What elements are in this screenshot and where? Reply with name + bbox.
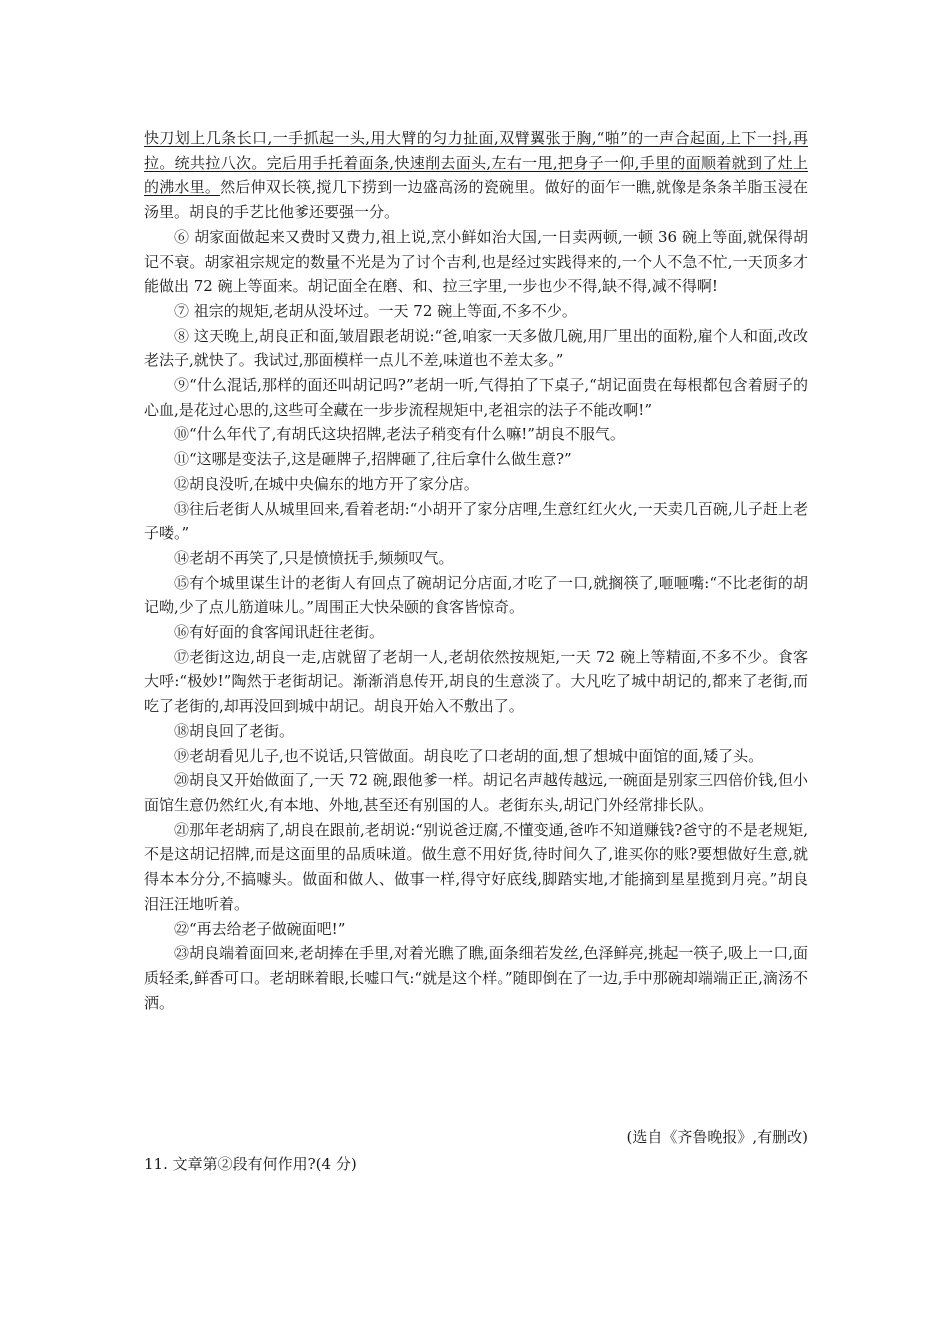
paragraph-7: ⑦ 祖宗的规矩,老胡从没坏过。一天 72 碗上等面,不多不少。: [174, 301, 577, 320]
paragraph-22: ㉒“再去给老子做碗面吧!”: [174, 919, 346, 938]
paragraph-12: ⑫胡良没听,在城中央偏东的地方开了家分店。: [174, 474, 479, 493]
paragraph-15: ⑮有个城里谋生计的老街人有回点了碗胡记分店面,才吃了一口,就搁筷了,咂咂嘴:“不比老街的胡记呦,少了点儿筋道味儿。”周围正大快朵颐的食客皆惊奇。: [144, 573, 808, 617]
question-11: 11. 文章第②段有何作用?(4 分): [144, 1155, 357, 1173]
paragraph-14: ⑭老胡不再笑了,只是愤愤抚手,频频叹气。: [174, 548, 454, 567]
paragraph-13: ⑬往后老街人从城里回来,看着老胡:“小胡开了家分店哩,生意红红火火,一天卖几百碗,儿子赶上老子喽。”: [144, 499, 808, 543]
paragraph-text: 然后伸双长筷,搅几下捞到一边盛高汤的瓷碗里。做好的面乍一瞧,就像是条条羊脂玉浸在汤里。胡良的手艺比他爹还要强一分。: [144, 178, 808, 222]
source-citation: (选自《齐鲁晚报》,有删改): [626, 1128, 808, 1146]
paragraph-21: ㉑那年老胡病了,胡良在跟前,老胡说:“别说爸迂腐,不懂变通,爸咋不知道赚钱?爸守的不是老规矩,不是这胡记招牌,而是这面里的品质味道。做生意不用好货,待时间久了,谁买你的账?要想做好生意,就得本本分分,不搞噱头。做面和做人、做事一样,得守好底线,脚踏实地,才能摘到星星揽到月亮。”胡良泪汪汪地听着。: [144, 820, 808, 913]
paragraph-19: ⑲老胡看见儿子,也不说话,只管做面。胡良吃了口老胡的面,想了想城中面馆的面,矮了头。: [174, 746, 764, 765]
paragraph-6: ⑥ 胡家面做起来又费时又费力,祖上说,烹小鲜如治大国,一日卖两顿,一顿 36 碗上等面,就保得胡记不衰。胡家祖宗规定的数量不光是为了讨个吉利,也是经过实践得来的,一个人不急不忙,一天顶多才能做出 72 碗上等面来。胡记面全在磨、和、拉三字里,一步也少不得,缺不得,减不得啊!: [144, 227, 808, 296]
paragraph-23: ㉓胡良端着面回来,老胡捧在手里,对着光瞧了瞧,面条细若发丝,色泽鲜亮,挑起一筷子,吸上一口,面质轻柔,鲜香可口。老胡眯着眼,长嘘口气:“就是这个样。”随即倒在了一边,手中那碗却端端正正,滴汤不洒。: [144, 944, 808, 1012]
paragraph-17: ⑰老街这边,胡良一走,店就留了老胡一人,老胡依然按规矩,一天 72 碗上等精面,不多不少。食客大呼:“极妙!”陶然于老街胡记。渐渐消息传开,胡良的生意淡了。大凡吃了城中胡记的,都来了老街,而吃了老街的,却再没回到城中胡记。胡良开始入不敷出了。: [144, 647, 808, 716]
paragraph-16: ⑯有好面的食客闻讯赶往老街。: [174, 623, 385, 642]
paragraph-18: ⑱胡良回了老街。: [174, 721, 295, 740]
paragraph-9: ⑨“什么混话,那样的面还叫胡记吗?”老胡一听,气得拍了下桌子,“胡记面贵在每根都包含着厨子的心血,是花过心思的,这些可全藏在一步步流程规矩中,老祖宗的法子不能改啊!”: [144, 376, 808, 419]
underlined-sentence: 快刀划上几条长口,一手抓起一头,用大臂的匀力扯面,双臂翼张于胸,“啪”的一声合起面,上下一抖,再拉。统共拉八次。完后用手托着面条,快速削去面头,左右一甩,把身子一仰,手里的面顺着就到了灶上的沸水里。: [144, 129, 808, 197]
paragraph-10: ⑩“什么年代了,有胡氏这块招牌,老法子稍变有什么嘛!”胡良不服气。: [174, 425, 625, 444]
paragraph-8: ⑧ 这天晚上,胡良正和面,皱眉跟老胡说:“爸,咱家一天多做几碗,用厂里出的面粉,雇个人和面,改改老法子,就快了。我试过,那面模样一点儿不差,味道也不差太多。”: [144, 326, 808, 370]
paragraph-20: ⑳胡良又开始做面了,一天 72 碗,跟他爹一样。胡记名声越传越远,一碗面是别家三四倍价钱,但小面馆生意仍然红火,有本地、外地,甚至还有别国的人。老街东头,胡记门外经常排长队。: [144, 771, 808, 814]
article-body: [144, 126, 808, 1015]
paragraph-11: ⑪“这哪是变法子,这是砸牌子,招牌砸了,往后拿什么做生意?”: [174, 450, 572, 469]
paragraph-5-continued: [144, 126, 808, 225]
